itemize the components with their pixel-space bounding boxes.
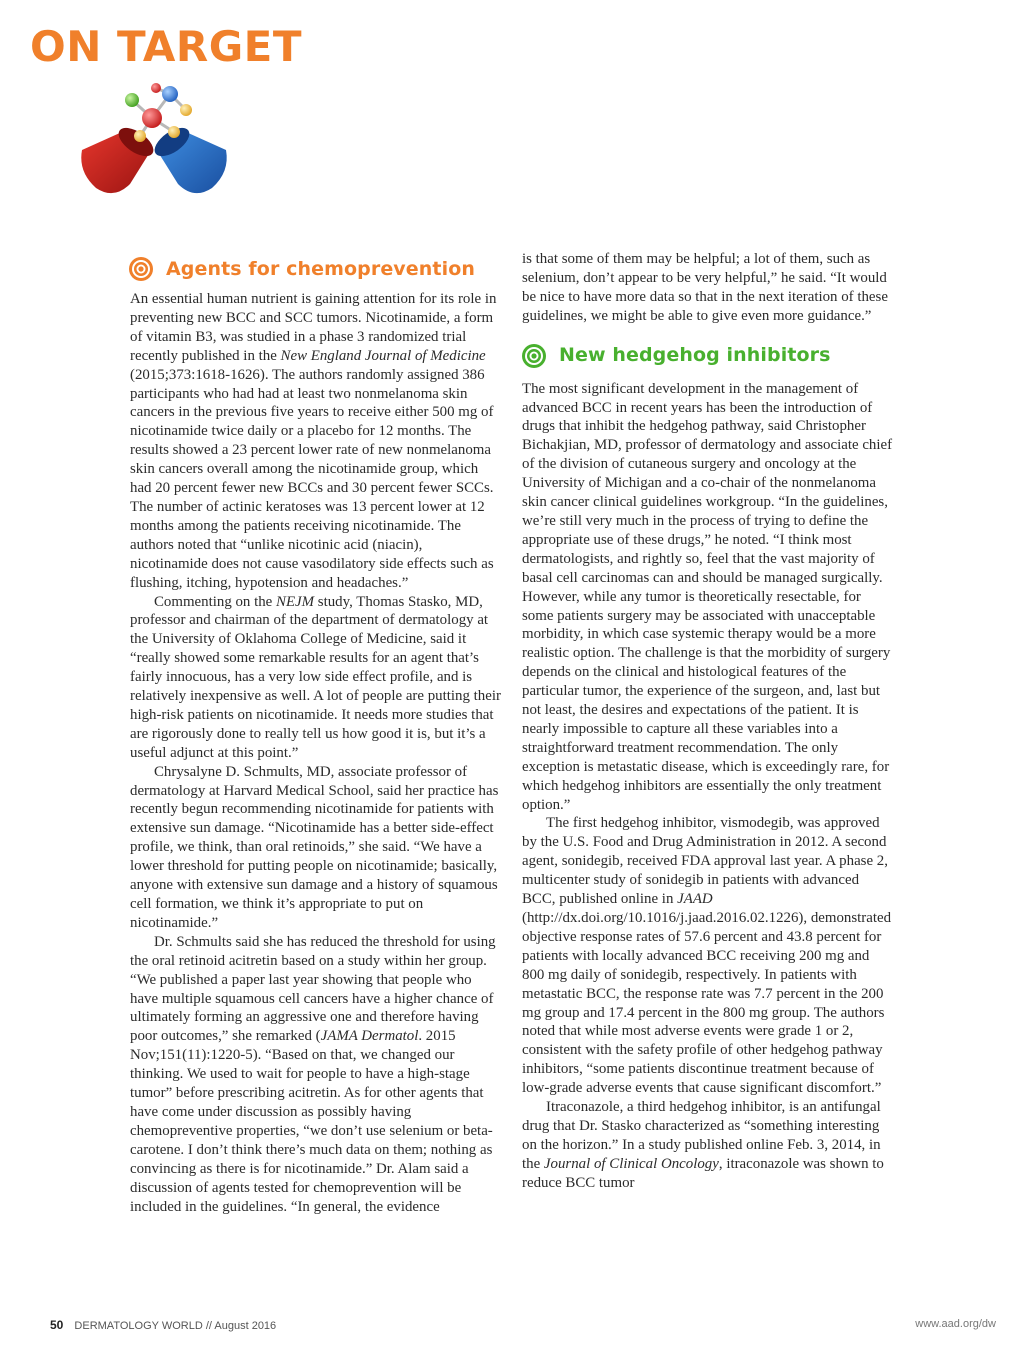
paragraph: Chrysalyne D. Schmults, MD, associate professor of dermatology at Harvard Medical School, said her practice has recently begun recommending nicotinamide for patients with extensive sun damage. “Nicotinamide has a better side-effect profile, we think, than oral retinoids,” she said. “We have a lower threshold for putting people on nicotinamide; basically, anyone with extensive sun damage and a history of squamous cell formation, we think it’s appropriate to put on nicotinamide.” xyxy=(130,763,499,931)
journal-title: New England Journal of Medicine xyxy=(280,347,486,364)
paragraph: Dr. Schmults said she has reduced the threshold for using the oral retinoid acitretin based on a study within her group. “We published a paper last year showing that people who have multiple squamous cell cancers have a higher chance of ultimately forming an aggressive one and therefore having poor outcomes,” she remarked (JAMA Dermatol. 2015 Nov;151(11):1220-5). “Based on that, we changed our thinking. We used to wait for people to have a high-stage tumor” before prescribing acitretin. As for other agents that have come under discussion as possibly having chemopreventive properties, “we don’t use selenium or beta-carotene. I don’t think there’s much data on them; nothing as convincing as there is for nicotinamide.” Dr. Alam said a discussion of agents tested for chemoprevention will be included in the guidelines. “In general, the evidence xyxy=(130,933,496,1215)
page-number: 50 xyxy=(50,1318,64,1332)
paragraph: The most significant development in the management of advanced BCC in recent years has been the introduction of drugs that inhibit the hedgehog pathway, said Christopher Bichakjian, MD, professor of dermatology and associate chief of the division of cutaneous surgery and oncology at the University of Michigan and a co-chair of the nonmelanoma skin cancer clinical guidelines workgroup. “In the guidelines, we’re still very much in the process of trying to define the appropriate use of these drugs,” he noted. “I think most dermatologists, and rightly so, feel that the vast majority of basal cell carcinomas can and should be managed surgically. However, while any tumor is theoretically resectable, for some patients surgery may be associated with unacceptable morbidity, in which case systemic therapy would be a more realistic option. The challenge is that the morbidity of surgery depends on the clinical and histological features of the particular tumor, the experience of the surgeon, and, last but not least, the desires and expectations of the patient. It is nearly impossible to capture all these variables into a straightforward treatment recommendation. The only exception is metastatic disease, which is exceedingly rare, for which hedgehog inhibitors are essentially the only treatment option.” xyxy=(522,380,893,813)
paragraph: is that some of them may be helpful; a lot of them, such as selenium, don’t appear to be very helpful,” he said. “It would be nice to have more data so that in the next iteration of these guidelines, we might be able to give even more guidance.” xyxy=(522,251,888,324)
section-title: ON TARGET xyxy=(30,22,303,71)
pill-molecule-illustration xyxy=(74,80,234,200)
journal-title: JAMA Dermatol xyxy=(320,1028,419,1045)
section-heading-text: New hedgehog inhibitors xyxy=(559,344,831,367)
left-column xyxy=(130,257,502,1216)
paragraph: Itraconazole, a third hedgehog inhibitor, is an antifungal drug that Dr. Stasko characterized as “something interesting on the horizon.” In a study published online Feb. 3, 2014, in the Journal of Clinical Oncology, itraconazole was shown to reduce BCC tumor xyxy=(522,1099,884,1191)
journal-title: JAAD xyxy=(677,891,713,908)
publication-label: DERMATOLOGY WORLD // August 2016 xyxy=(74,1320,277,1332)
journal-title: NEJM xyxy=(276,593,315,610)
paragraph: Commenting on the NEJM study, Thomas Stasko, MD, professor and chairman of the department of dermatology at the University of Oklahoma College of Medicine, said it “really showed some remarkable results for an agent that’s fairly innocuous, has a very low side effect profile, and is relatively inexpensive as well. A lot of people are putting their high-risk patients on nicotinamide. It needs more studies that are rigorously done to really tell us how good it is, but it’s a useful adjunct at this point.” xyxy=(130,593,501,761)
paragraph: An essential human nutrient is gaining attention for its role in preventing new BCC and SCC tumors. Nicotinamide, a form of vitamin B3, was studied in a phase 3 randomized trial recently published in the New England Journal of Medicine (2015;373:1618-1626). The authors randomly assigned 386 participants who had had at least two nonmelanoma skin cancers in the previous five years to receive either 500 mg of nicotinamide twice daily or a placebo for 12 months. The results showed a 23 percent lower rate of new nonmelanoma skin cancers overall among the nicotinamide group, which had 20 percent fewer new BCCs and 30 percent fewer SCCs. The number of actinic keratoses was 13 percent lower at 12 months among the patients receiving nicotinamide. The authors noted that “unlike nicotinic acid (niacin), nicotinamide does not cause vasodilatory side effects such as flushing, itching, hypotension and headaches.” xyxy=(130,291,497,591)
right-column xyxy=(522,250,894,1193)
footer-url: www.aad.org/dw xyxy=(915,1318,996,1330)
section-heading-hedgehog xyxy=(521,341,894,371)
section-heading-text: Agents for chemoprevention xyxy=(166,257,475,280)
footer-left xyxy=(50,1318,276,1332)
paragraph: The first hedgehog inhibitor, vismodegib, was approved by the U.S. Food and Drug Administration in 2012. A second agent, sonidegib, received FDA approval last year. A phase 2, multicenter study of sonidegib in patients with advanced BCC, published online in JAAD (http://dx.doi.org/10.1016/j.jaad.2016.02.1226), demonstrated objective response rates of 57.6 percent and 43.8 percent for patients with locally advanced BCC receiving 200 mg and 800 mg daily of sonidegib, respectively. In patients with metastatic BCC, the response rate was 7.7 percent in the 200 mg group and 17.4 percent in the 800 mg group. The authors noted that while most adverse events were grade 1 or 2, consistent with the safety profile of other hedgehog pathway inhibitors, “some patients discontinue treatment because of low-grade adverse events that cause significant discomfort.” xyxy=(522,815,892,1097)
target-icon xyxy=(128,256,154,282)
target-icon xyxy=(521,343,547,369)
page-footer xyxy=(28,1318,996,1334)
section-heading-chemoprevention xyxy=(128,254,475,284)
journal-title: Journal of Clinical Oncology xyxy=(543,1155,719,1172)
